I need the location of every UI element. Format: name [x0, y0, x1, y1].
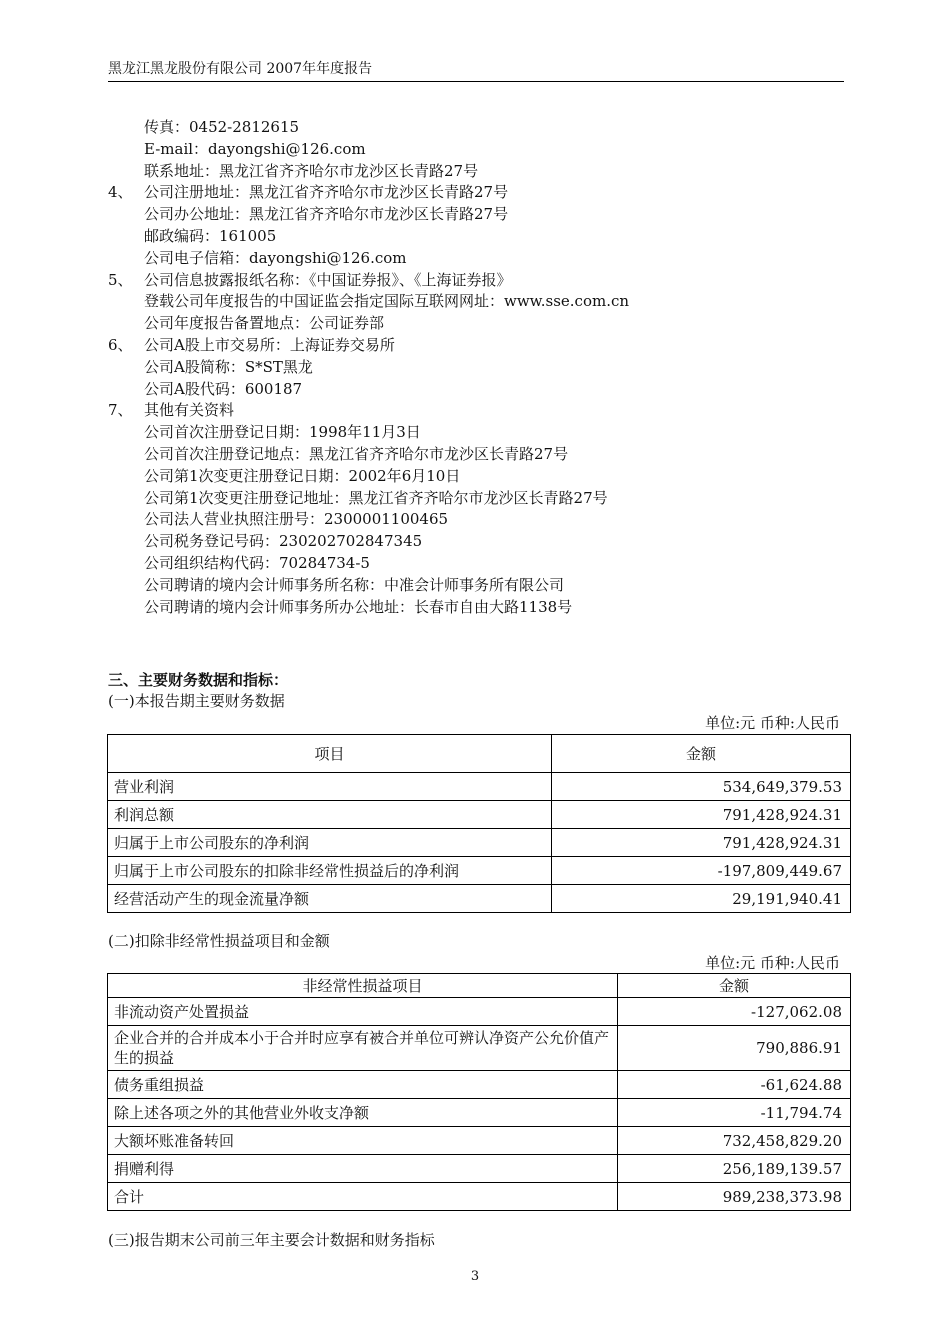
item-5	[108, 270, 848, 292]
item-number: 4、	[108, 183, 133, 202]
table-row	[108, 1183, 851, 1211]
change-date: 公司第1次变更注册登记日期：2002年6月10日	[144, 466, 461, 485]
row-value: -127,062.08	[618, 998, 851, 1026]
subsection-title: (二)扣除非经常性损益项目和金额	[108, 932, 330, 950]
row-label: 经营活动产生的现金流量净额	[108, 885, 552, 913]
email-line: E-mail：dayongshi@126.com	[144, 139, 366, 158]
stock-exchange: 公司A股上市交易所：上海证券交易所	[144, 335, 395, 354]
org-code: 公司组织结构代码：70284734-5	[144, 553, 370, 572]
item-6	[108, 335, 848, 357]
item-number: 7、	[108, 401, 133, 420]
table-row	[108, 1127, 851, 1155]
row-label: 企业合并的合并成本小于合并时应享有被合并单位可辨认净资产公允价值产生的损益	[108, 1026, 618, 1071]
row-value: -11,794.74	[618, 1099, 851, 1127]
website: 登载公司年度报告的中国证监会指定国际互联网网址：www.sse.com.cn	[144, 292, 630, 311]
row-label: 捐赠利得	[108, 1155, 618, 1183]
office-address: 公司办公地址：黑龙江省齐齐哈尔市龙沙区长青路27号	[144, 205, 509, 224]
contact-address-line: 联系地址：黑龙江省齐齐哈尔市龙沙区长青路27号	[144, 161, 479, 180]
auditor-address: 公司聘请的境内会计师事务所办公地址：长春市自由大路1138号	[144, 597, 573, 616]
row-value: 791,428,924.31	[552, 829, 851, 857]
auditor-name: 公司聘请的境内会计师事务所名称：中准会计师事务所有限公司	[144, 575, 565, 594]
first-reg-date: 公司首次注册登记日期：1998年11月3日	[144, 423, 421, 442]
registered-address: 公司注册地址：黑龙江省齐齐哈尔市龙沙区长青路27号	[144, 183, 509, 202]
row-label: 归属于上市公司股东的扣除非经常性损益后的净利润	[108, 857, 552, 885]
row-label: 大额坏账准备转回	[108, 1127, 618, 1155]
non-recurring-items-table	[107, 973, 851, 1211]
unit-label: 单位:元 币种:人民币	[705, 714, 840, 732]
tax-no: 公司税务登记号码：230202702847345	[144, 532, 423, 551]
item-number: 5、	[108, 270, 133, 289]
table-header-row	[108, 974, 851, 998]
row-value: 29,191,940.41	[552, 885, 851, 913]
report-location: 公司年度报告备置地点：公司证券部	[144, 314, 385, 333]
column-header: 金额	[618, 974, 851, 998]
table-row	[108, 1155, 851, 1183]
item-4	[108, 182, 848, 204]
newspapers: 公司信息披露报纸名称：《中国证券报》、《上海证券报》	[144, 270, 512, 289]
table-row	[108, 1099, 851, 1127]
postcode: 邮政编码：161005	[144, 226, 277, 245]
row-value: -197,809,449.67	[552, 857, 851, 885]
table-row	[108, 801, 851, 829]
row-value: 791,428,924.31	[552, 801, 851, 829]
change-place: 公司第1次变更注册登记地址：黑龙江省齐齐哈尔市龙沙区长青路27号	[144, 488, 608, 507]
row-label: 除上述各项之外的其他营业外收支净额	[108, 1099, 618, 1127]
column-header: 项目	[108, 735, 552, 773]
table-row	[108, 885, 851, 913]
row-value: -61,624.88	[618, 1071, 851, 1099]
stock-code: 公司A股代码：600187	[144, 379, 303, 398]
row-value: 256,189,139.57	[618, 1155, 851, 1183]
row-value: 534,649,379.53	[552, 773, 851, 801]
table-row	[108, 857, 851, 885]
report-header: 黑龙江黑龙股份有限公司 2007年年度报告	[108, 58, 844, 82]
row-label: 营业利润	[108, 773, 552, 801]
company-info	[108, 117, 848, 618]
stock-short-name: 公司A股简称：S*ST黑龙	[144, 357, 313, 376]
unit-label: 单位:元 币种:人民币	[705, 954, 840, 972]
subsection-title: (三)报告期末公司前三年主要会计数据和财务指标	[108, 1231, 435, 1249]
column-header: 非经常性损益项目	[108, 974, 618, 998]
column-header: 金额	[552, 735, 851, 773]
row-label: 债务重组损益	[108, 1071, 618, 1099]
row-label: 利润总额	[108, 801, 552, 829]
table-header-row	[108, 735, 851, 773]
other-info-title: 其他有关资料	[144, 401, 235, 420]
financial-data-table	[107, 734, 851, 913]
row-value: 790,886.91	[618, 1026, 851, 1071]
first-reg-place: 公司首次注册登记地点：黑龙江省齐齐哈尔市龙沙区长青路27号	[144, 444, 569, 463]
table-row	[108, 773, 851, 801]
row-label: 合计	[108, 1183, 618, 1211]
row-label: 归属于上市公司股东的净利润	[108, 829, 552, 857]
company-email: 公司电子信箱：dayongshi@126.com	[144, 248, 407, 267]
table-row	[108, 829, 851, 857]
row-value: 989,238,373.98	[618, 1183, 851, 1211]
row-value: 732,458,829.20	[618, 1127, 851, 1155]
item-number: 6、	[108, 335, 133, 354]
license-no: 公司法人营业执照注册号：2300001100465	[144, 510, 449, 529]
page-number: 3	[470, 1269, 480, 1284]
row-label: 非流动资产处置损益	[108, 998, 618, 1026]
item-7	[108, 400, 848, 422]
table-row	[108, 1071, 851, 1099]
section-title: 三、主要财务数据和指标：	[108, 671, 289, 689]
table-row	[108, 1026, 851, 1071]
table-row	[108, 998, 851, 1026]
subsection-title: (一)本报告期主要财务数据	[108, 692, 285, 710]
fax-line: 传真：0452-2812615	[144, 118, 300, 136]
